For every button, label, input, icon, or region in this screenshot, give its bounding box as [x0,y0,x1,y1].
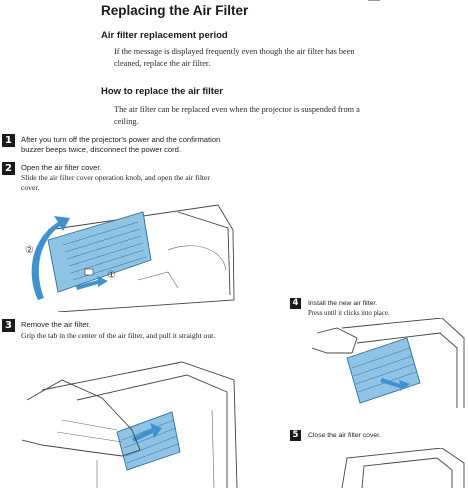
section-heading-replacement-period: Air filter replacement period [101,30,228,41]
step-4-number: 4 [290,298,301,309]
figure-open-filter-cover [18,200,243,312]
text-line: The air filter can be replaced even when the projector is suspended from a [114,105,360,114]
figure-remove-filter [22,360,242,488]
new-air-filter [347,338,420,403]
hand [312,328,357,353]
figure-label-1: ① [107,270,116,281]
step-1-text [21,135,220,155]
figure-close-cover [312,448,468,488]
step-3-text: Grip the tab in the center of the air filter, and pull it straight out. [21,331,216,340]
step-3-title: Remove the air filter. [21,320,91,329]
step-1-number: 1 [2,134,15,147]
step-5-number: 5 [290,430,301,441]
page-top-mark [368,0,380,1]
text-line: Slide the air filter cover operation knob, and open the air filter [21,173,210,182]
air-filter [117,412,180,470]
figure-label-2: ② [25,245,34,256]
text-line: If the message is displayed frequently even though the air filter has been [114,47,355,56]
step-2-text [21,173,210,193]
text-line: After you turn off the projector's power and the confirmation [21,135,221,144]
section-text-replacement-period [114,46,355,69]
figure-install-filter [312,318,468,413]
text-line: buzzer beeps twice, disconnect the power cord. [21,145,181,154]
section-text-how-to-replace [114,104,360,127]
text-line: cover. [21,183,40,192]
text-line: cleaned, replace the air filter. [114,58,211,68]
step-2-title: Open the air filter cover. [21,163,102,172]
page-title: Replacing the Air Filter [101,3,249,18]
step-4-title: Install the new air filter. [308,300,378,307]
text-line: ceiling. [114,116,139,126]
cover-knob [85,269,93,275]
section-heading-how-to-replace: How to replace the air filter [101,86,223,97]
step-3-number: 3 [2,319,15,332]
step-4-text: Press until it clicks into place. [308,310,390,317]
step-5-title: Close the air filter cover. [308,432,381,439]
step-2-number: 2 [2,162,15,175]
